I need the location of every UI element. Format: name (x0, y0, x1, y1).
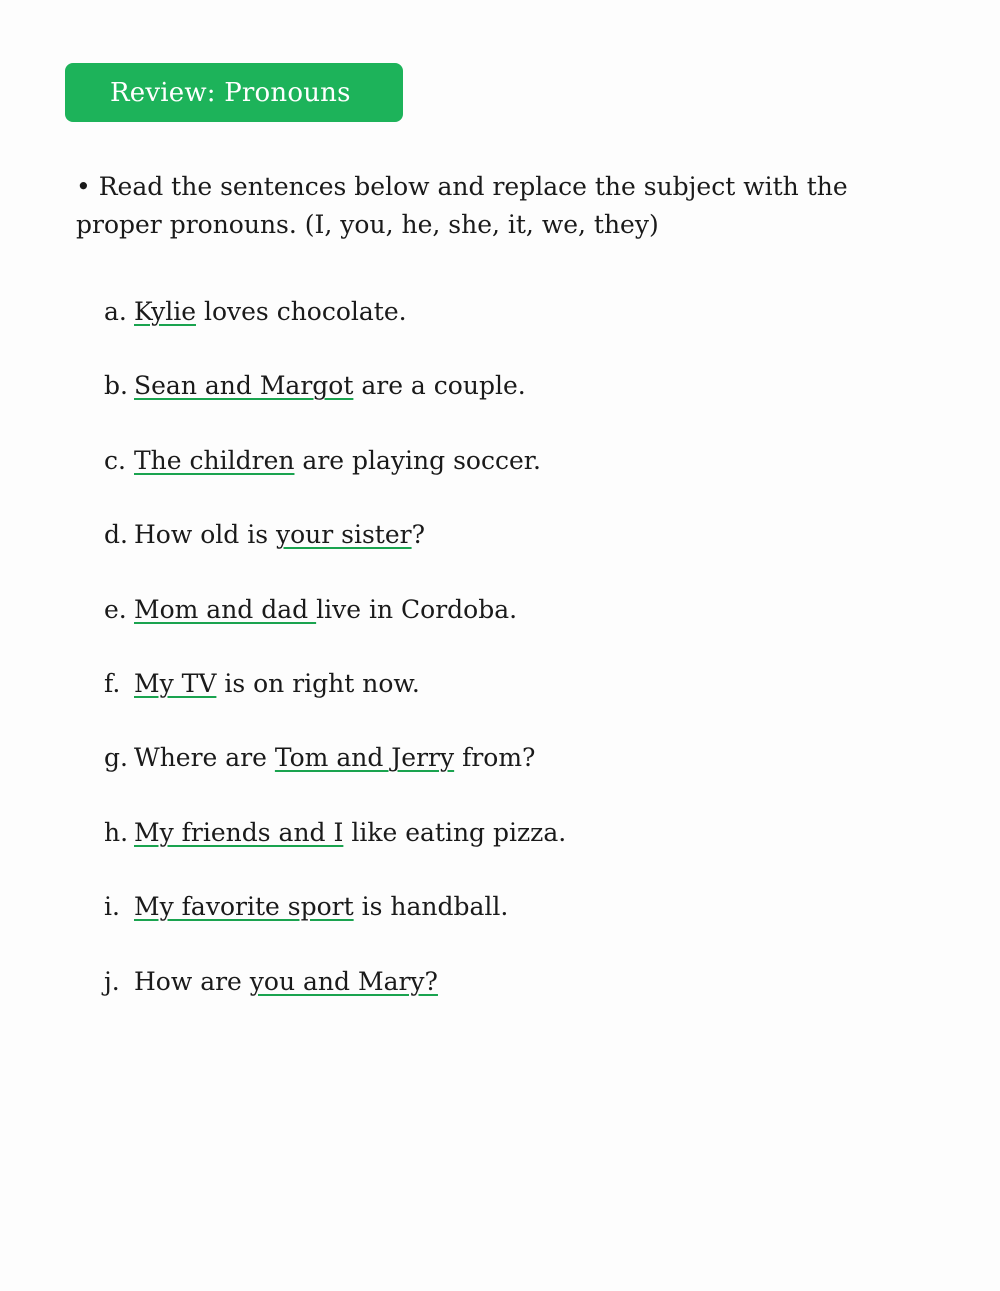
subject-answer-blank[interactable]: Sean and Margot (134, 371, 354, 401)
subject-answer-blank[interactable]: My friends and I (134, 817, 344, 847)
subject-answer-blank[interactable]: Kylie (134, 297, 196, 326)
sentence-after: is handball. (353, 892, 509, 922)
instruction-text: Read the sentences below and replace the subject with the proper pronouns. (I, you, he, she, it, we, they) (76, 172, 848, 239)
page-title: Review: Pronouns (110, 77, 351, 108)
exercise-list (104, 290, 566, 1034)
subject-answer-blank[interactable]: your sister (275, 520, 412, 550)
item-letter: h. (104, 817, 129, 847)
sentence-after: are playing soccer. (294, 445, 541, 475)
sentence-after: loves chocolate. (196, 297, 407, 326)
sentence-after: live in Cordoba. (316, 594, 518, 624)
sentence-before: How are (134, 966, 250, 996)
exercise-item (104, 439, 566, 513)
item-letter: c. (104, 445, 126, 475)
exercise-item (104, 960, 566, 1034)
sentence-after: are a couple. (353, 371, 526, 401)
item-letter: f. (104, 668, 121, 698)
sentence-after: ? (411, 520, 425, 550)
exercise-item (104, 513, 566, 587)
exercise-item (104, 736, 566, 810)
exercise-item (104, 885, 566, 959)
subject-answer-blank[interactable]: Mom and dad (134, 594, 317, 624)
exercise-item (104, 290, 566, 364)
sentence-before: How old is (134, 520, 276, 550)
subject-answer-blank[interactable]: you and Mary? (249, 966, 438, 996)
item-letter: b. (104, 371, 128, 401)
item-letter: i. (104, 892, 120, 922)
item-letter: g. (104, 743, 128, 773)
item-letter: d. (104, 520, 128, 550)
item-letter: e. (104, 594, 127, 624)
exercise-item (104, 588, 566, 662)
item-letter: j. (104, 966, 120, 996)
subject-answer-blank[interactable]: The children (134, 445, 295, 475)
title-banner (65, 63, 403, 122)
subject-answer-blank[interactable]: My TV (134, 668, 217, 698)
instruction-paragraph (76, 168, 936, 244)
sentence-after: from? (454, 743, 536, 773)
sentence-after: like eating pizza. (343, 817, 567, 847)
item-letter: a. (104, 297, 127, 326)
sentence-after: is on right now. (216, 668, 420, 698)
bullet: • (76, 172, 91, 201)
subject-answer-blank[interactable]: My favorite sport (134, 892, 354, 922)
exercise-item (104, 662, 566, 736)
subject-answer-blank[interactable]: Tom and Jerry (274, 743, 455, 773)
exercise-item (104, 811, 566, 885)
exercise-item (104, 364, 566, 438)
sentence-before: Where are (134, 743, 275, 773)
